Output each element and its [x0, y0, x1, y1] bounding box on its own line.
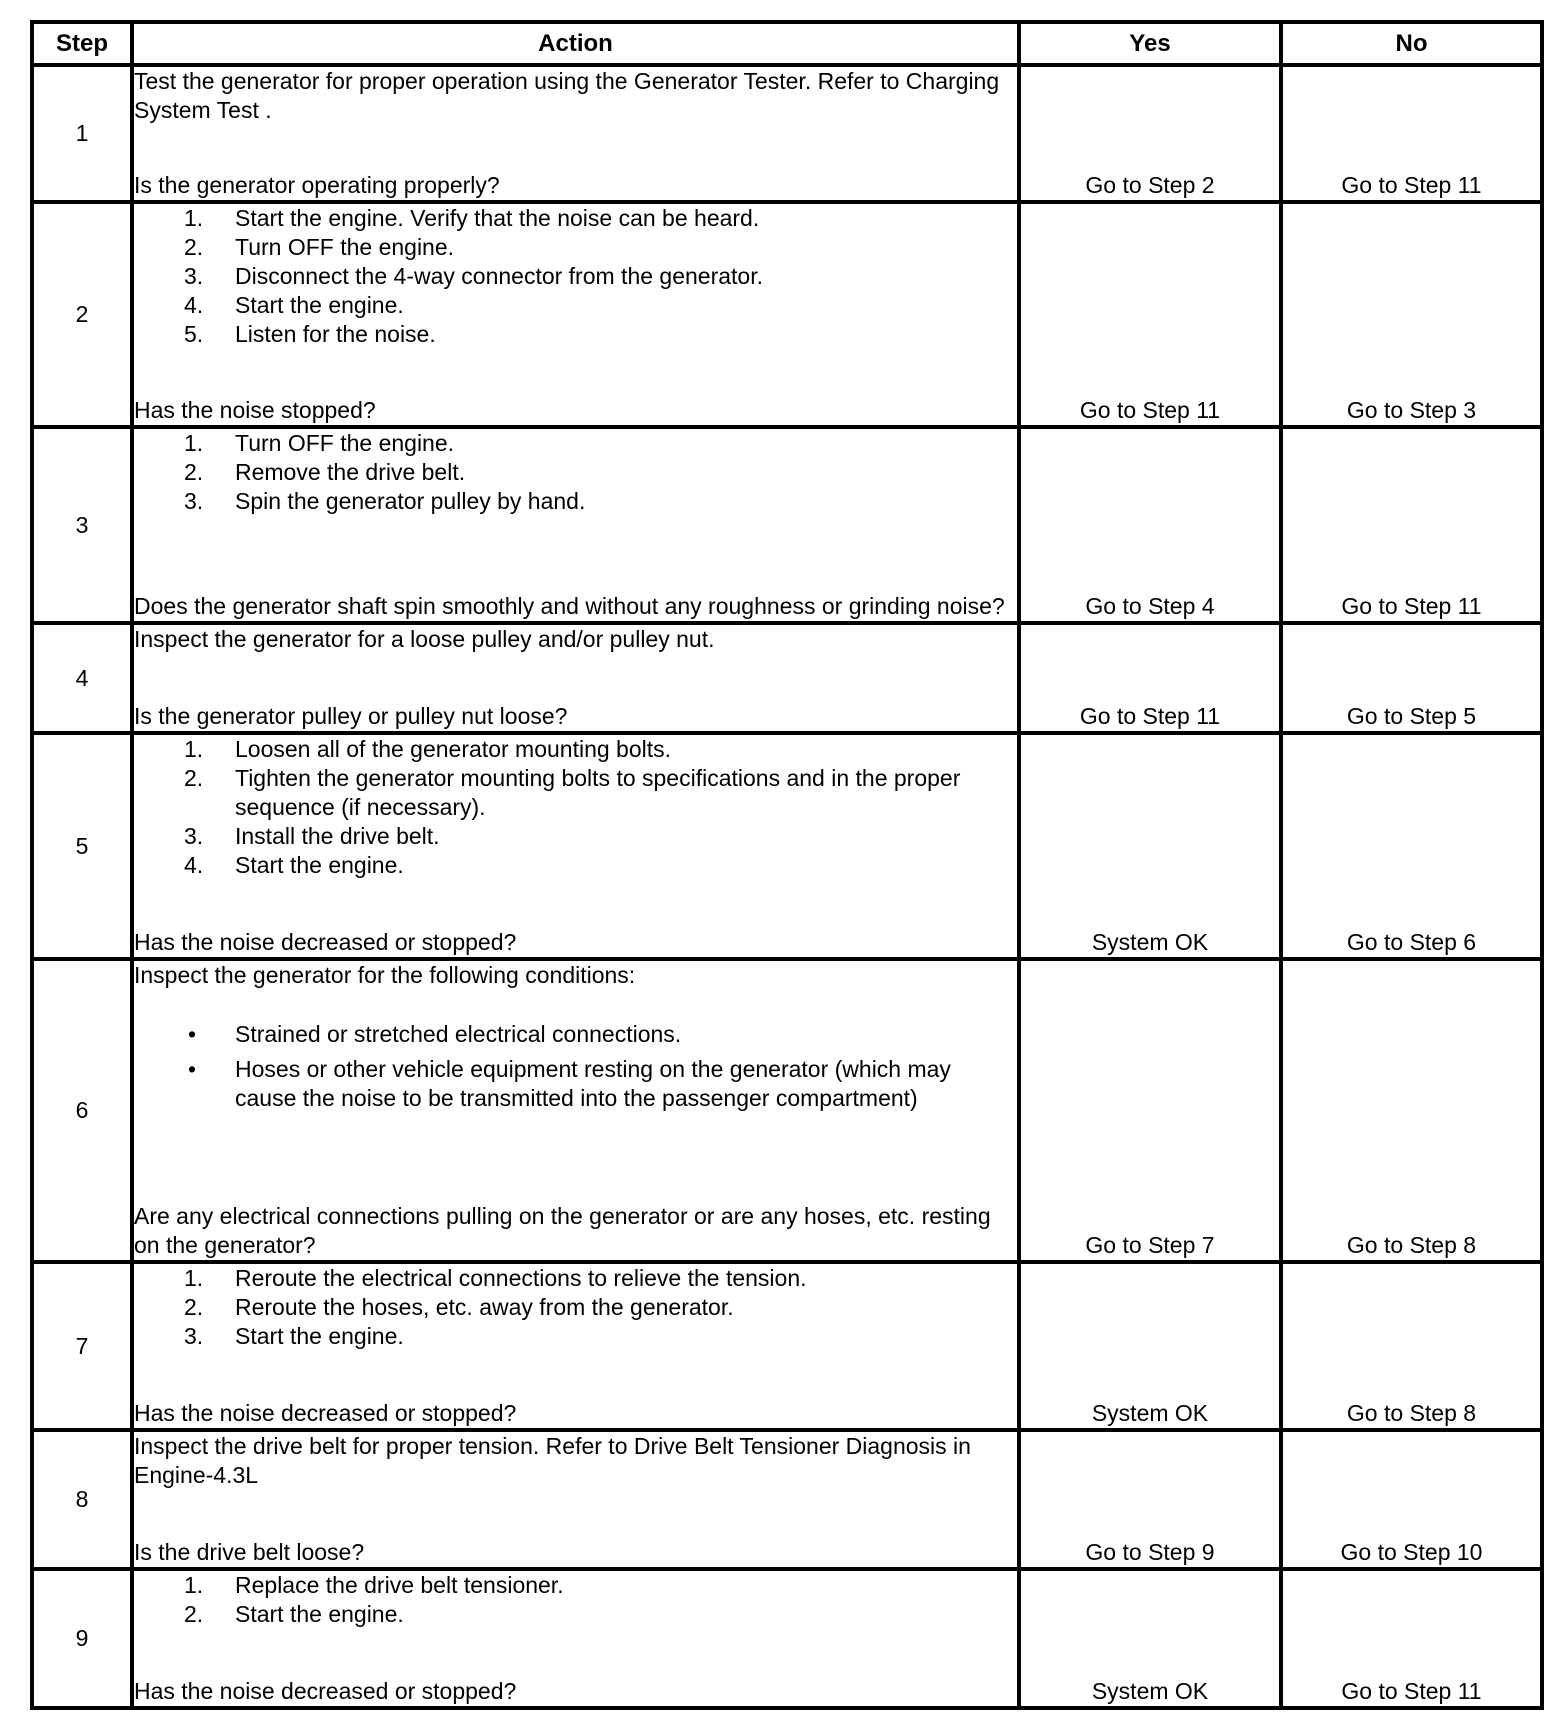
step-item-number: 2. [184, 234, 204, 260]
action-intro: Inspect the generator for the following conditions: [134, 962, 636, 988]
action-question: Does the generator shaft spin smoothly and without any roughness or grinding noise? [134, 593, 1005, 619]
step-number: 6 [32, 959, 132, 1262]
step-item-text: Start the engine. [235, 1323, 404, 1349]
bullet-icon: • [188, 1021, 197, 1047]
numbered-step [134, 291, 1017, 320]
action-content [134, 961, 1017, 1260]
step-item-text: Listen for the noise. [235, 321, 436, 347]
action-instructions [134, 625, 1017, 654]
action-cell [132, 1262, 1019, 1430]
table-row [32, 202, 1542, 427]
bullet-list [134, 1020, 1017, 1113]
numbered-step [134, 1264, 1017, 1293]
step-item-number: 1. [184, 205, 204, 231]
yes-result: Go to Step 2 [1019, 65, 1281, 202]
step-item-text: Turn OFF the engine. [235, 234, 455, 260]
table-body [32, 65, 1542, 1708]
action-intro: Inspect the generator for a loose pulley and/or pulley nut. [134, 626, 715, 652]
step-item-text: Start the engine. Verify that the noise can be heard. [235, 205, 760, 231]
no-result: Go to Step 11 [1281, 427, 1542, 623]
numbered-step [134, 204, 1017, 233]
step-item-text: Tighten the generator mounting bolts to specifications and in the proper sequence (if necessary). [235, 765, 961, 820]
action-question: Has the noise decreased or stopped? [134, 929, 517, 955]
yes-result: Go to Step 7 [1019, 959, 1281, 1262]
action-content [134, 625, 1017, 731]
action-content [134, 735, 1017, 957]
action-content [134, 1432, 1017, 1567]
action-cell [132, 1569, 1019, 1708]
action-question: Is the generator pulley or pulley nut loose? [134, 703, 568, 729]
action-cell [132, 733, 1019, 959]
action-content [134, 1571, 1017, 1706]
step-item-text: Spin the generator pulley by hand. [235, 488, 586, 514]
step-item-number: 3. [184, 823, 204, 849]
yes-result: Go to Step 11 [1019, 623, 1281, 733]
action-content [134, 67, 1017, 200]
action-question: Has the noise decreased or stopped? [134, 1678, 517, 1704]
step-item-text: Disconnect the 4-way connector from the generator. [235, 263, 764, 289]
step-item-text: Turn OFF the engine. [235, 430, 455, 456]
action-cell [132, 1430, 1019, 1569]
no-result: Go to Step 10 [1281, 1430, 1542, 1569]
numbered-steps [134, 1571, 1017, 1629]
numbered-step [134, 429, 1017, 458]
numbered-step [134, 1293, 1017, 1322]
numbered-step [134, 1600, 1017, 1629]
table-row [32, 959, 1542, 1262]
step-item-number: 4. [184, 292, 204, 318]
action-instructions [134, 1264, 1017, 1351]
action-intro: Inspect the drive belt for proper tension. Refer to Drive Belt Tensioner Diagnosis in Engine-4.3L [134, 1433, 971, 1488]
yes-result: Go to Step 9 [1019, 1430, 1281, 1569]
action-question: Are any electrical connections pulling on the generator or are any hoses, etc. resting on the generator? [134, 1203, 991, 1258]
step-item-text: Install the drive belt. [235, 823, 440, 849]
step-number: 9 [32, 1569, 132, 1708]
action-cell [132, 202, 1019, 427]
step-item-number: 1. [184, 1265, 204, 1291]
bullet-icon: • [188, 1056, 197, 1082]
yes-result: System OK [1019, 733, 1281, 959]
numbered-step [134, 458, 1017, 487]
step-item-text: Start the engine. [235, 1601, 404, 1627]
action-instructions [134, 429, 1017, 516]
step-item-number: 1. [184, 736, 204, 762]
numbered-steps [134, 429, 1017, 516]
table-row [32, 65, 1542, 202]
action-cell [132, 959, 1019, 1262]
table-row [32, 733, 1542, 959]
action-instructions [134, 735, 1017, 880]
step-item-text: Start the engine. [235, 852, 404, 878]
numbered-step [134, 233, 1017, 262]
action-content [134, 1264, 1017, 1428]
numbered-step [134, 735, 1017, 764]
step-number: 8 [32, 1430, 132, 1569]
no-result: Go to Step 3 [1281, 202, 1542, 427]
step-number: 3 [32, 427, 132, 623]
step-item-number: 3. [184, 488, 204, 514]
yes-result: Go to Step 4 [1019, 427, 1281, 623]
action-question: Has the noise decreased or stopped? [134, 1400, 517, 1426]
numbered-step [134, 851, 1017, 880]
step-item-number: 1. [184, 430, 204, 456]
header-row [32, 22, 1542, 65]
step-number: 7 [32, 1262, 132, 1430]
action-instructions [134, 961, 1017, 1119]
step-number: 5 [32, 733, 132, 959]
step-item-text: Remove the drive belt. [235, 459, 466, 485]
step-item-number: 4. [184, 852, 204, 878]
table-row [32, 1262, 1542, 1430]
action-instructions [134, 67, 1017, 125]
no-result: Go to Step 11 [1281, 1569, 1542, 1708]
no-result: Go to Step 5 [1281, 623, 1542, 733]
no-result: Go to Step 8 [1281, 959, 1542, 1262]
step-number: 4 [32, 623, 132, 733]
no-result: Go to Step 6 [1281, 733, 1542, 959]
header-no: No [1281, 22, 1542, 65]
numbered-step [134, 822, 1017, 851]
no-result: Go to Step 11 [1281, 65, 1542, 202]
action-intro: Test the generator for proper operation using the Generator Tester. Refer to Charging System Test . [134, 68, 1000, 123]
numbered-steps [134, 735, 1017, 880]
action-question: Is the generator operating properly? [134, 172, 500, 198]
action-instructions [134, 1571, 1017, 1629]
step-item-number: 1. [184, 1572, 204, 1598]
step-item-number: 2. [184, 459, 204, 485]
step-item-number: 3. [184, 1323, 204, 1349]
action-content [134, 429, 1017, 621]
action-question: Is the drive belt loose? [134, 1539, 365, 1565]
action-cell [132, 65, 1019, 202]
header-yes: Yes [1019, 22, 1281, 65]
numbered-step [134, 320, 1017, 349]
action-cell [132, 623, 1019, 733]
header-action: Action [132, 22, 1019, 65]
numbered-step [134, 1571, 1017, 1600]
table-row [32, 1430, 1542, 1569]
action-cell [132, 427, 1019, 623]
diagnostic-table [30, 20, 1544, 1710]
action-question: Has the noise stopped? [134, 397, 376, 423]
yes-result: System OK [1019, 1262, 1281, 1430]
numbered-step [134, 764, 1017, 822]
step-number: 1 [32, 65, 132, 202]
numbered-steps [134, 1264, 1017, 1351]
bullet-item [134, 1020, 1017, 1049]
table-row [32, 427, 1542, 623]
table-row [32, 623, 1542, 733]
action-instructions [134, 204, 1017, 349]
step-item-text: Reroute the electrical connections to relieve the tension. [235, 1265, 807, 1291]
no-result: Go to Step 8 [1281, 1262, 1542, 1430]
step-item-number: 2. [184, 765, 204, 791]
step-item-number: 3. [184, 263, 204, 289]
step-item-text: Replace the drive belt tensioner. [235, 1572, 564, 1598]
step-item-text: Reroute the hoses, etc. away from the generator. [235, 1294, 734, 1320]
step-number: 2 [32, 202, 132, 427]
action-content [134, 204, 1017, 425]
numbered-step [134, 262, 1017, 291]
header-step: Step [32, 22, 132, 65]
bullet-item [134, 1055, 1017, 1113]
numbered-steps [134, 204, 1017, 349]
numbered-step [134, 1322, 1017, 1351]
yes-result: Go to Step 11 [1019, 202, 1281, 427]
bullet-text: Strained or stretched electrical connections. [235, 1021, 682, 1047]
step-item-text: Start the engine. [235, 292, 404, 318]
step-item-number: 5. [184, 321, 204, 347]
action-instructions [134, 1432, 1017, 1490]
step-item-number: 2. [184, 1601, 204, 1627]
yes-result: System OK [1019, 1569, 1281, 1708]
step-item-number: 2. [184, 1294, 204, 1320]
table-row [32, 1569, 1542, 1708]
bullet-text: Hoses or other vehicle equipment resting on the generator (which may cause the noise to be transmitted into the passenger compartment) [235, 1056, 951, 1111]
step-item-text: Loosen all of the generator mounting bolts. [235, 736, 672, 762]
numbered-step [134, 487, 1017, 516]
